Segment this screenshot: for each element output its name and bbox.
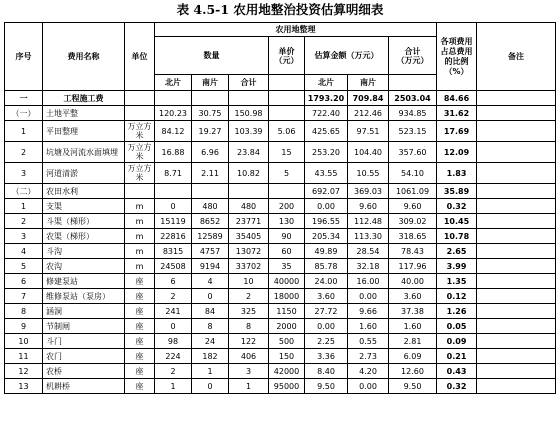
name-cell: 平田整理	[43, 121, 125, 142]
name-cell: 维修泵站（泵房）	[43, 289, 125, 304]
table-row	[5, 334, 556, 349]
price-cell: 18000	[269, 289, 305, 304]
amount-north-cell: 692.07	[305, 184, 348, 199]
qty-sum-cell: 406	[229, 349, 269, 364]
remark-cell	[477, 199, 556, 214]
name-cell: 工程施工费	[43, 91, 125, 106]
name-cell: 土地平整	[43, 106, 125, 121]
table-row	[5, 304, 556, 319]
qty-sum-cell: 35405	[229, 229, 269, 244]
table-row	[5, 163, 556, 184]
qty-south-cell: 84	[192, 304, 229, 319]
qty-north-cell: 8.71	[155, 163, 192, 184]
qty-sum-cell: 23771	[229, 214, 269, 229]
name-cell: 坑塘及河流水面填埋	[43, 142, 125, 163]
header-name: 费用名称	[43, 23, 125, 91]
qty-south-cell: 12589	[192, 229, 229, 244]
amount-south-cell: 709.84	[348, 91, 389, 106]
price-cell: 500	[269, 334, 305, 349]
header-price-blank	[269, 75, 305, 91]
amount-south-cell: 9.60	[348, 199, 389, 214]
price-cell: 40000	[269, 274, 305, 289]
qty-south-cell: 24	[192, 334, 229, 349]
seq-cell: 一	[5, 91, 43, 106]
qty-sum-cell	[229, 184, 269, 199]
seq-cell: 2	[5, 214, 43, 229]
qty-north-cell: 15119	[155, 214, 192, 229]
table-row	[5, 184, 556, 199]
table-row	[5, 121, 556, 142]
table-row	[5, 364, 556, 379]
unit-cell: 座	[125, 289, 155, 304]
qty-south-cell: 4	[192, 274, 229, 289]
price-cell	[269, 106, 305, 121]
table-title: 表 4.5-1 农用地整治投资估算明细表	[176, 2, 384, 17]
qty-north-cell: 6	[155, 274, 192, 289]
unit-cell: 万立方米	[125, 121, 155, 142]
price-cell: 1150	[269, 304, 305, 319]
amount-north-cell: 9.50	[305, 379, 348, 394]
unit-cell: m	[125, 229, 155, 244]
name-cell: 支渠	[43, 199, 125, 214]
qty-sum-cell	[229, 91, 269, 106]
amount-total-cell: 1.60	[389, 319, 437, 334]
name-cell: 农渠（梯形）	[43, 229, 125, 244]
qty-north-cell: 0	[155, 199, 192, 214]
ratio-cell: 0.32	[437, 199, 477, 214]
ratio-cell: 31.62	[437, 106, 477, 121]
ratio-cell: 3.99	[437, 259, 477, 274]
table-row	[5, 199, 556, 214]
remark-cell	[477, 379, 556, 394]
unit-cell: 座	[125, 304, 155, 319]
amount-total-cell: 9.50	[389, 379, 437, 394]
amount-south-cell: 112.48	[348, 214, 389, 229]
ratio-cell: 0.43	[437, 364, 477, 379]
qty-south-cell: 480	[192, 199, 229, 214]
qty-north-cell: 2	[155, 289, 192, 304]
amount-north-cell: 1793.20	[305, 91, 348, 106]
remark-cell	[477, 364, 556, 379]
header-total-blank	[389, 75, 437, 91]
name-cell: 河道清淤	[43, 163, 125, 184]
qty-north-cell	[155, 91, 192, 106]
amount-south-cell: 1.60	[348, 319, 389, 334]
unit-cell: 座	[125, 274, 155, 289]
remark-cell	[477, 184, 556, 199]
name-cell: 农桥	[43, 364, 125, 379]
amount-north-cell: 24.00	[305, 274, 348, 289]
amount-total-cell: 309.02	[389, 214, 437, 229]
amount-south-cell: 113.30	[348, 229, 389, 244]
qty-north-cell: 98	[155, 334, 192, 349]
qty-north-cell: 2	[155, 364, 192, 379]
remark-cell	[477, 229, 556, 244]
seq-cell: 2	[5, 142, 43, 163]
table-row	[5, 274, 556, 289]
unit-cell: 座	[125, 349, 155, 364]
price-cell: 60	[269, 244, 305, 259]
qty-south-cell: 30.75	[192, 106, 229, 121]
amount-total-cell: 54.10	[389, 163, 437, 184]
amount-south-cell: 212.46	[348, 106, 389, 121]
qty-sum-cell: 8	[229, 319, 269, 334]
amount-south-cell: 369.03	[348, 184, 389, 199]
remark-cell	[477, 319, 556, 334]
amount-south-cell: 28.54	[348, 244, 389, 259]
amount-total-cell: 357.60	[389, 142, 437, 163]
seq-cell: 11	[5, 349, 43, 364]
ratio-cell: 10.45	[437, 214, 477, 229]
qty-south-cell: 9194	[192, 259, 229, 274]
name-cell: 涵洞	[43, 304, 125, 319]
amount-total-cell: 12.60	[389, 364, 437, 379]
remark-cell	[477, 142, 556, 163]
name-cell: 机耕桥	[43, 379, 125, 394]
amount-south-cell: 16.00	[348, 274, 389, 289]
remark-cell	[477, 274, 556, 289]
remark-cell	[477, 259, 556, 274]
header-price-unit: （元）	[274, 55, 299, 65]
remark-cell	[477, 214, 556, 229]
qty-sum-cell: 23.84	[229, 142, 269, 163]
seq-cell: 5	[5, 259, 43, 274]
table-row	[5, 319, 556, 334]
table-row	[5, 379, 556, 394]
remark-cell	[477, 349, 556, 364]
qty-south-cell: 19.27	[192, 121, 229, 142]
qty-north-cell: 16.88	[155, 142, 192, 163]
ratio-cell: 0.05	[437, 319, 477, 334]
table-row	[5, 106, 556, 121]
ratio-cell: 0.09	[437, 334, 477, 349]
price-cell: 95000	[269, 379, 305, 394]
name-cell: 斗门	[43, 334, 125, 349]
seq-cell: 1	[5, 121, 43, 142]
header-total-unit: （万元）	[396, 55, 429, 65]
ratio-cell: 0.12	[437, 289, 477, 304]
investment-estimate-table	[4, 22, 556, 394]
qty-north-cell: 22816	[155, 229, 192, 244]
header-unit: 单位	[125, 23, 155, 91]
amount-north-cell: 0.00	[305, 199, 348, 214]
qty-sum-cell: 10	[229, 274, 269, 289]
amount-total-cell: 1061.09	[389, 184, 437, 199]
name-cell: 修建泵站	[43, 274, 125, 289]
unit-cell: 座	[125, 364, 155, 379]
price-cell: 2000	[269, 319, 305, 334]
price-cell: 42000	[269, 364, 305, 379]
qty-north-cell: 8315	[155, 244, 192, 259]
amount-north-cell: 0.00	[305, 319, 348, 334]
amount-total-cell: 40.00	[389, 274, 437, 289]
qty-north-cell: 224	[155, 349, 192, 364]
unit-cell: 万立方米	[125, 163, 155, 184]
ratio-cell: 2.65	[437, 244, 477, 259]
qty-south-cell: 8	[192, 319, 229, 334]
unit-cell: m	[125, 244, 155, 259]
amount-south-cell: 9.66	[348, 304, 389, 319]
ratio-cell: 84.66	[437, 91, 477, 106]
qty-north-cell: 241	[155, 304, 192, 319]
amount-total-cell: 934.85	[389, 106, 437, 121]
header-price-label: 单价	[278, 46, 295, 56]
amount-north-cell: 253.20	[305, 142, 348, 163]
ratio-cell: 1.35	[437, 274, 477, 289]
amount-north-cell: 196.55	[305, 214, 348, 229]
qty-south-cell: 4757	[192, 244, 229, 259]
unit-cell	[125, 184, 155, 199]
qty-south-cell: 2.11	[192, 163, 229, 184]
header-remark: 备注	[477, 23, 556, 91]
seq-cell: 4	[5, 244, 43, 259]
header-total-label: 合计	[404, 46, 421, 56]
table-row	[5, 259, 556, 274]
qty-south-cell: 0	[192, 289, 229, 304]
amount-south-cell: 97.51	[348, 121, 389, 142]
amount-total-cell: 318.65	[389, 229, 437, 244]
header-price	[269, 37, 305, 75]
qty-south-cell	[192, 91, 229, 106]
name-cell: 农门	[43, 349, 125, 364]
price-cell: 90	[269, 229, 305, 244]
remark-cell	[477, 304, 556, 319]
ratio-cell: 0.32	[437, 379, 477, 394]
qty-north-cell	[155, 184, 192, 199]
amount-north-cell: 8.40	[305, 364, 348, 379]
unit-cell: m	[125, 214, 155, 229]
amount-north-cell: 2.25	[305, 334, 348, 349]
amount-total-cell: 2503.04	[389, 91, 437, 106]
header-amount: 估算金额（万元）	[305, 37, 389, 75]
qty-south-cell	[192, 184, 229, 199]
qty-south-cell: 0	[192, 379, 229, 394]
amount-north-cell: 49.89	[305, 244, 348, 259]
name-cell: 农沟	[43, 259, 125, 274]
price-cell: 130	[269, 214, 305, 229]
header-amount-south: 南片	[348, 75, 389, 91]
header-total	[389, 37, 437, 75]
table-row	[5, 244, 556, 259]
qty-sum-cell: 480	[229, 199, 269, 214]
seq-cell: 10	[5, 334, 43, 349]
ratio-cell: 17.69	[437, 121, 477, 142]
amount-north-cell: 425.65	[305, 121, 348, 142]
table-row	[5, 214, 556, 229]
amount-south-cell: 2.73	[348, 349, 389, 364]
unit-cell: 座	[125, 319, 155, 334]
amount-total-cell: 117.96	[389, 259, 437, 274]
qty-north-cell: 0	[155, 319, 192, 334]
header-quantity: 数量	[155, 37, 269, 75]
amount-total-cell: 523.15	[389, 121, 437, 142]
amount-north-cell: 3.60	[305, 289, 348, 304]
seq-cell: 8	[5, 304, 43, 319]
seq-cell: 6	[5, 274, 43, 289]
price-cell: 35	[269, 259, 305, 274]
amount-total-cell: 2.81	[389, 334, 437, 349]
price-cell: 200	[269, 199, 305, 214]
qty-north-cell: 1	[155, 379, 192, 394]
qty-sum-cell: 122	[229, 334, 269, 349]
qty-south-cell: 6.96	[192, 142, 229, 163]
qty-sum-cell: 10.82	[229, 163, 269, 184]
unit-cell	[125, 106, 155, 121]
header-quantity-sum: 合计	[229, 75, 269, 91]
header-seq: 序号	[5, 23, 43, 91]
ratio-cell: 0.21	[437, 349, 477, 364]
ratio-cell: 1.26	[437, 304, 477, 319]
table-row	[5, 349, 556, 364]
qty-north-cell: 84.12	[155, 121, 192, 142]
unit-cell: m	[125, 199, 155, 214]
amount-north-cell: 85.78	[305, 259, 348, 274]
qty-sum-cell: 103.39	[229, 121, 269, 142]
unit-cell: 万立方米	[125, 142, 155, 163]
table-row	[5, 229, 556, 244]
header-quantity-north: 北片	[155, 75, 192, 91]
table-row	[5, 289, 556, 304]
remark-cell	[477, 334, 556, 349]
seq-cell: 3	[5, 163, 43, 184]
unit-cell: 座	[125, 334, 155, 349]
price-cell: 5	[269, 163, 305, 184]
remark-cell	[477, 163, 556, 184]
amount-south-cell: 0.00	[348, 289, 389, 304]
header-amount-north: 北片	[305, 75, 348, 91]
unit-cell	[125, 91, 155, 106]
ratio-cell: 1.83	[437, 163, 477, 184]
header-group: 农用地整理	[155, 23, 437, 37]
table-row	[5, 142, 556, 163]
price-cell: 5.06	[269, 121, 305, 142]
seq-cell: （一）	[5, 106, 43, 121]
header-quantity-south: 南片	[192, 75, 229, 91]
seq-cell: 7	[5, 289, 43, 304]
amount-north-cell: 722.40	[305, 106, 348, 121]
amount-north-cell: 205.34	[305, 229, 348, 244]
amount-south-cell: 4.20	[348, 364, 389, 379]
amount-total-cell: 6.09	[389, 349, 437, 364]
price-cell	[269, 184, 305, 199]
amount-south-cell: 0.55	[348, 334, 389, 349]
header-ratio: 各项费用占总费用的比例（%）	[437, 23, 477, 91]
unit-cell: 座	[125, 379, 155, 394]
price-cell: 150	[269, 349, 305, 364]
amount-south-cell: 32.18	[348, 259, 389, 274]
qty-sum-cell: 2	[229, 289, 269, 304]
seq-cell: 9	[5, 319, 43, 334]
qty-sum-cell: 3	[229, 364, 269, 379]
qty-south-cell: 8652	[192, 214, 229, 229]
qty-sum-cell: 1	[229, 379, 269, 394]
amount-total-cell: 37.38	[389, 304, 437, 319]
unit-cell: m	[125, 259, 155, 274]
remark-cell	[477, 289, 556, 304]
name-cell: 节制闸	[43, 319, 125, 334]
seq-cell: （二）	[5, 184, 43, 199]
price-cell	[269, 91, 305, 106]
amount-north-cell: 43.55	[305, 163, 348, 184]
amount-north-cell: 3.36	[305, 349, 348, 364]
ratio-cell: 35.89	[437, 184, 477, 199]
amount-south-cell: 104.40	[348, 142, 389, 163]
amount-total-cell: 78.43	[389, 244, 437, 259]
seq-cell: 1	[5, 199, 43, 214]
amount-north-cell: 27.72	[305, 304, 348, 319]
remark-cell	[477, 91, 556, 106]
ratio-cell: 10.78	[437, 229, 477, 244]
amount-south-cell: 0.00	[348, 379, 389, 394]
qty-south-cell: 1	[192, 364, 229, 379]
qty-south-cell: 182	[192, 349, 229, 364]
seq-cell: 3	[5, 229, 43, 244]
qty-sum-cell: 150.98	[229, 106, 269, 121]
qty-north-cell: 24508	[155, 259, 192, 274]
amount-total-cell: 9.60	[389, 199, 437, 214]
seq-cell: 12	[5, 364, 43, 379]
qty-sum-cell: 325	[229, 304, 269, 319]
name-cell: 斗沟	[43, 244, 125, 259]
table-row	[5, 91, 556, 106]
price-cell: 15	[269, 142, 305, 163]
remark-cell	[477, 244, 556, 259]
remark-cell	[477, 106, 556, 121]
qty-sum-cell: 13072	[229, 244, 269, 259]
amount-south-cell: 10.55	[348, 163, 389, 184]
amount-total-cell: 3.60	[389, 289, 437, 304]
seq-cell: 13	[5, 379, 43, 394]
remark-cell	[477, 121, 556, 142]
qty-north-cell: 120.23	[155, 106, 192, 121]
ratio-cell: 12.09	[437, 142, 477, 163]
name-cell: 农田水利	[43, 184, 125, 199]
qty-sum-cell: 33702	[229, 259, 269, 274]
name-cell: 斗渠（梯形）	[43, 214, 125, 229]
